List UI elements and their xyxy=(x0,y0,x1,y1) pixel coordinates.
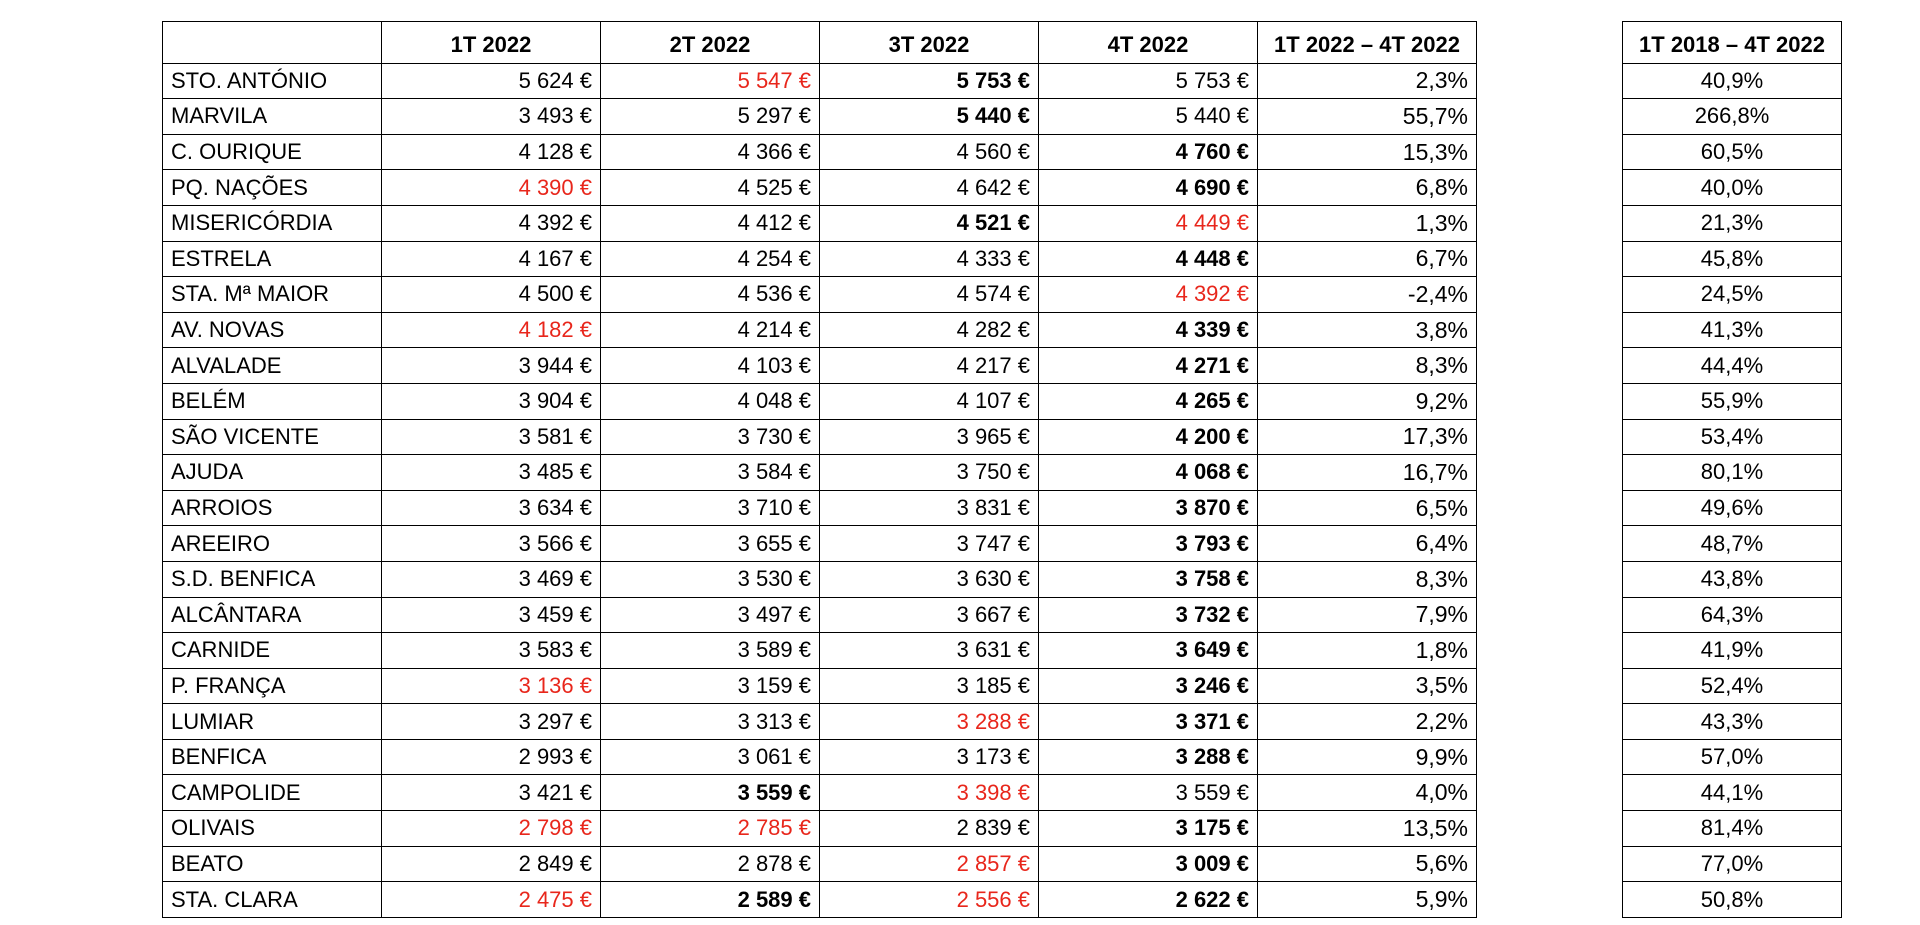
price-cell: 3 630 € xyxy=(820,561,1039,597)
long-term-percent-cell: 40,9% xyxy=(1623,63,1842,99)
price-cell: 4 392 € xyxy=(382,205,601,241)
table-row xyxy=(163,775,1477,811)
change-percent-cell: 5,9% xyxy=(1258,882,1477,918)
long-term-percent-cell: 49,6% xyxy=(1623,490,1842,526)
price-cell: 3 469 € xyxy=(382,561,601,597)
price-cell: 3 297 € xyxy=(382,704,601,740)
price-cell: 3 750 € xyxy=(820,455,1039,491)
header-cell-change-2022: 1T 2022 – 4T 2022 xyxy=(1258,22,1477,64)
price-cell: 4 525 € xyxy=(601,170,820,206)
price-cell: 3 185 € xyxy=(820,668,1039,704)
long-term-percent-cell: 57,0% xyxy=(1623,739,1842,775)
long-term-change-table xyxy=(1622,21,1842,918)
price-cell: 5 547 € xyxy=(601,63,820,99)
price-cell: 4 048 € xyxy=(601,383,820,419)
parish-name: MARVILA xyxy=(163,99,382,135)
price-cell: 3 965 € xyxy=(820,419,1039,455)
price-cell: 2 839 € xyxy=(820,811,1039,847)
price-table xyxy=(162,21,1477,918)
side-table-row xyxy=(1623,882,1842,918)
parish-name: STA. Mª MAIOR xyxy=(163,277,382,313)
price-cell: 3 581 € xyxy=(382,419,601,455)
price-cell: 4 574 € xyxy=(820,277,1039,313)
price-cell: 4 690 € xyxy=(1039,170,1258,206)
table-row xyxy=(163,99,1477,135)
long-term-percent-cell: 43,3% xyxy=(1623,704,1842,740)
price-cell: 3 371 € xyxy=(1039,704,1258,740)
table-row xyxy=(163,811,1477,847)
header-cell-blank xyxy=(163,22,382,64)
parish-name: LUMIAR xyxy=(163,704,382,740)
price-cell: 4 392 € xyxy=(1039,277,1258,313)
price-cell: 3 398 € xyxy=(820,775,1039,811)
table-row xyxy=(163,882,1477,918)
long-term-percent-cell: 77,0% xyxy=(1623,846,1842,882)
long-term-percent-cell: 53,4% xyxy=(1623,419,1842,455)
side-table-row xyxy=(1623,633,1842,669)
price-cell: 3 459 € xyxy=(382,597,601,633)
side-table-row xyxy=(1623,63,1842,99)
change-percent-cell: 3,5% xyxy=(1258,668,1477,704)
price-cell: 4 167 € xyxy=(382,241,601,277)
price-cell: 3 747 € xyxy=(820,526,1039,562)
price-cell: 2 475 € xyxy=(382,882,601,918)
side-table-row xyxy=(1623,419,1842,455)
long-term-percent-cell: 21,3% xyxy=(1623,205,1842,241)
long-term-percent-cell: 24,5% xyxy=(1623,277,1842,313)
table-row xyxy=(163,490,1477,526)
price-cell: 3 493 € xyxy=(382,99,601,135)
side-table-row xyxy=(1623,383,1842,419)
price-cell: 3 313 € xyxy=(601,704,820,740)
price-cell: 4 560 € xyxy=(820,134,1039,170)
price-cell: 3 566 € xyxy=(382,526,601,562)
side-table-row xyxy=(1623,241,1842,277)
price-cell: 4 449 € xyxy=(1039,205,1258,241)
change-percent-cell: 3,8% xyxy=(1258,312,1477,348)
price-cell: 3 634 € xyxy=(382,490,601,526)
table-row xyxy=(163,668,1477,704)
long-term-percent-cell: 48,7% xyxy=(1623,526,1842,562)
price-cell: 4 760 € xyxy=(1039,134,1258,170)
price-cell: 3 159 € xyxy=(601,668,820,704)
long-term-percent-cell: 43,8% xyxy=(1623,561,1842,597)
parish-name: CARNIDE xyxy=(163,633,382,669)
long-term-percent-cell: 80,1% xyxy=(1623,455,1842,491)
change-percent-cell: 6,7% xyxy=(1258,241,1477,277)
side-table-row xyxy=(1623,134,1842,170)
table-row xyxy=(163,63,1477,99)
price-cell: 3 730 € xyxy=(601,419,820,455)
long-term-percent-cell: 41,3% xyxy=(1623,312,1842,348)
price-cell: 3 904 € xyxy=(382,383,601,419)
change-percent-cell: 4,0% xyxy=(1258,775,1477,811)
parish-name: AV. NOVAS xyxy=(163,312,382,348)
parish-name: BENFICA xyxy=(163,739,382,775)
price-cell: 3 793 € xyxy=(1039,526,1258,562)
price-cell: 4 128 € xyxy=(382,134,601,170)
side-table-row xyxy=(1623,739,1842,775)
side-table-row xyxy=(1623,811,1842,847)
side-table-row xyxy=(1623,205,1842,241)
change-percent-cell: 8,3% xyxy=(1258,561,1477,597)
price-cell: 4 107 € xyxy=(820,383,1039,419)
parish-name: PQ. NAÇÕES xyxy=(163,170,382,206)
table-row xyxy=(163,170,1477,206)
price-cell: 4 214 € xyxy=(601,312,820,348)
long-term-percent-cell: 266,8% xyxy=(1623,99,1842,135)
parish-name: ALVALADE xyxy=(163,348,382,384)
price-cell: 3 485 € xyxy=(382,455,601,491)
table-row xyxy=(163,241,1477,277)
long-term-percent-cell: 44,4% xyxy=(1623,348,1842,384)
change-percent-cell: -2,4% xyxy=(1258,277,1477,313)
table-row xyxy=(163,383,1477,419)
side-table-row xyxy=(1623,526,1842,562)
price-cell: 4 265 € xyxy=(1039,383,1258,419)
parish-name: P. FRANÇA xyxy=(163,668,382,704)
price-cell: 3 009 € xyxy=(1039,846,1258,882)
long-term-percent-cell: 60,5% xyxy=(1623,134,1842,170)
parish-name: AREEIRO xyxy=(163,526,382,562)
side-table-row xyxy=(1623,561,1842,597)
side-table-row xyxy=(1623,170,1842,206)
parish-name: SÃO VICENTE xyxy=(163,419,382,455)
long-term-percent-cell: 44,1% xyxy=(1623,775,1842,811)
side-table-row xyxy=(1623,597,1842,633)
side-table-row xyxy=(1623,846,1842,882)
change-percent-cell: 16,7% xyxy=(1258,455,1477,491)
price-cell: 2 857 € xyxy=(820,846,1039,882)
change-percent-cell: 13,5% xyxy=(1258,811,1477,847)
price-cell: 3 175 € xyxy=(1039,811,1258,847)
change-percent-cell: 5,6% xyxy=(1258,846,1477,882)
parish-name: STO. ANTÓNIO xyxy=(163,63,382,99)
parish-name: BELÉM xyxy=(163,383,382,419)
table-row xyxy=(163,312,1477,348)
parish-name: STA. CLARA xyxy=(163,882,382,918)
price-cell: 4 339 € xyxy=(1039,312,1258,348)
header-cell-change-2018-2022: 1T 2018 – 4T 2022 xyxy=(1623,22,1842,64)
price-cell: 5 624 € xyxy=(382,63,601,99)
price-cell: 3 246 € xyxy=(1039,668,1258,704)
price-cell: 4 536 € xyxy=(601,277,820,313)
price-cell: 3 530 € xyxy=(601,561,820,597)
table-row xyxy=(163,455,1477,491)
change-percent-cell: 1,8% xyxy=(1258,633,1477,669)
change-percent-cell: 8,3% xyxy=(1258,348,1477,384)
side-table-row xyxy=(1623,704,1842,740)
side-table-row xyxy=(1623,99,1842,135)
price-cell: 4 200 € xyxy=(1039,419,1258,455)
price-cell: 4 642 € xyxy=(820,170,1039,206)
price-cell: 3 288 € xyxy=(820,704,1039,740)
price-cell: 5 440 € xyxy=(820,99,1039,135)
header-cell-3t-2022: 3T 2022 xyxy=(820,22,1039,64)
side-table-row xyxy=(1623,668,1842,704)
change-percent-cell: 9,9% xyxy=(1258,739,1477,775)
change-percent-cell: 55,7% xyxy=(1258,99,1477,135)
parish-name: CAMPOLIDE xyxy=(163,775,382,811)
side-table-row xyxy=(1623,775,1842,811)
price-cell: 4 282 € xyxy=(820,312,1039,348)
table-row xyxy=(163,739,1477,775)
long-term-percent-cell: 40,0% xyxy=(1623,170,1842,206)
price-cell: 5 297 € xyxy=(601,99,820,135)
price-cell: 3 559 € xyxy=(601,775,820,811)
table-row xyxy=(163,348,1477,384)
price-cell: 4 521 € xyxy=(820,205,1039,241)
price-cell: 3 559 € xyxy=(1039,775,1258,811)
price-cell: 4 068 € xyxy=(1039,455,1258,491)
long-term-percent-cell: 45,8% xyxy=(1623,241,1842,277)
table-row xyxy=(163,419,1477,455)
table-row xyxy=(163,205,1477,241)
price-cell: 3 421 € xyxy=(382,775,601,811)
change-percent-cell: 2,2% xyxy=(1258,704,1477,740)
change-percent-cell: 2,3% xyxy=(1258,63,1477,99)
table-row xyxy=(163,846,1477,882)
header-cell-1t-2022: 1T 2022 xyxy=(382,22,601,64)
table-row xyxy=(163,704,1477,740)
header-cell-2t-2022: 2T 2022 xyxy=(601,22,820,64)
price-cell: 4 254 € xyxy=(601,241,820,277)
price-cell: 2 785 € xyxy=(601,811,820,847)
price-cell: 3 288 € xyxy=(1039,739,1258,775)
long-term-percent-cell: 52,4% xyxy=(1623,668,1842,704)
price-cell: 2 556 € xyxy=(820,882,1039,918)
change-percent-cell: 15,3% xyxy=(1258,134,1477,170)
price-cell: 4 182 € xyxy=(382,312,601,348)
price-cell: 3 732 € xyxy=(1039,597,1258,633)
change-percent-cell: 1,3% xyxy=(1258,205,1477,241)
parish-name: AJUDA xyxy=(163,455,382,491)
price-cell: 3 173 € xyxy=(820,739,1039,775)
header-row xyxy=(163,22,1477,64)
change-percent-cell: 6,8% xyxy=(1258,170,1477,206)
long-term-percent-cell: 55,9% xyxy=(1623,383,1842,419)
parish-name: MISERICÓRDIA xyxy=(163,205,382,241)
price-cell: 3 831 € xyxy=(820,490,1039,526)
table-row xyxy=(163,597,1477,633)
price-cell: 3 583 € xyxy=(382,633,601,669)
price-cell: 4 366 € xyxy=(601,134,820,170)
price-cell: 3 667 € xyxy=(820,597,1039,633)
parish-name: ARROIOS xyxy=(163,490,382,526)
price-cell: 3 649 € xyxy=(1039,633,1258,669)
side-table-row xyxy=(1623,490,1842,526)
change-percent-cell: 17,3% xyxy=(1258,419,1477,455)
side-header-row xyxy=(1623,22,1842,64)
change-percent-cell: 6,5% xyxy=(1258,490,1477,526)
long-term-percent-cell: 41,9% xyxy=(1623,633,1842,669)
parish-name: S.D. BENFICA xyxy=(163,561,382,597)
price-cell: 2 622 € xyxy=(1039,882,1258,918)
table-row xyxy=(163,134,1477,170)
price-cell: 3 944 € xyxy=(382,348,601,384)
price-cell: 3 870 € xyxy=(1039,490,1258,526)
long-term-percent-cell: 50,8% xyxy=(1623,882,1842,918)
long-term-percent-cell: 81,4% xyxy=(1623,811,1842,847)
long-term-percent-cell: 64,3% xyxy=(1623,597,1842,633)
price-cell: 4 500 € xyxy=(382,277,601,313)
price-cell: 2 993 € xyxy=(382,739,601,775)
side-table-row xyxy=(1623,348,1842,384)
side-table-row xyxy=(1623,277,1842,313)
price-cell: 2 849 € xyxy=(382,846,601,882)
price-cell: 2 589 € xyxy=(601,882,820,918)
parish-name: ALCÂNTARA xyxy=(163,597,382,633)
price-cell: 3 136 € xyxy=(382,668,601,704)
change-percent-cell: 7,9% xyxy=(1258,597,1477,633)
price-cell: 4 103 € xyxy=(601,348,820,384)
table-row xyxy=(163,526,1477,562)
table-row xyxy=(163,277,1477,313)
price-cell: 3 710 € xyxy=(601,490,820,526)
price-cell: 4 412 € xyxy=(601,205,820,241)
price-cell: 3 061 € xyxy=(601,739,820,775)
side-table-row xyxy=(1623,312,1842,348)
price-cell: 3 584 € xyxy=(601,455,820,491)
price-cell: 4 448 € xyxy=(1039,241,1258,277)
price-cell: 3 497 € xyxy=(601,597,820,633)
price-cell: 5 753 € xyxy=(820,63,1039,99)
price-cell: 4 333 € xyxy=(820,241,1039,277)
price-cell: 4 217 € xyxy=(820,348,1039,384)
side-table-row xyxy=(1623,455,1842,491)
price-cell: 3 758 € xyxy=(1039,561,1258,597)
parish-name: C. OURIQUE xyxy=(163,134,382,170)
change-percent-cell: 9,2% xyxy=(1258,383,1477,419)
change-percent-cell: 6,4% xyxy=(1258,526,1477,562)
parish-name: ESTRELA xyxy=(163,241,382,277)
table-row xyxy=(163,561,1477,597)
price-cell: 2 878 € xyxy=(601,846,820,882)
price-cell: 5 440 € xyxy=(1039,99,1258,135)
price-cell: 2 798 € xyxy=(382,811,601,847)
price-cell: 4 271 € xyxy=(1039,348,1258,384)
table-row xyxy=(163,633,1477,669)
price-cell: 5 753 € xyxy=(1039,63,1258,99)
price-cell: 3 589 € xyxy=(601,633,820,669)
price-cell: 3 631 € xyxy=(820,633,1039,669)
parish-name: OLIVAIS xyxy=(163,811,382,847)
parish-name: BEATO xyxy=(163,846,382,882)
price-cell: 3 655 € xyxy=(601,526,820,562)
price-cell: 4 390 € xyxy=(382,170,601,206)
header-cell-4t-2022: 4T 2022 xyxy=(1039,22,1258,64)
